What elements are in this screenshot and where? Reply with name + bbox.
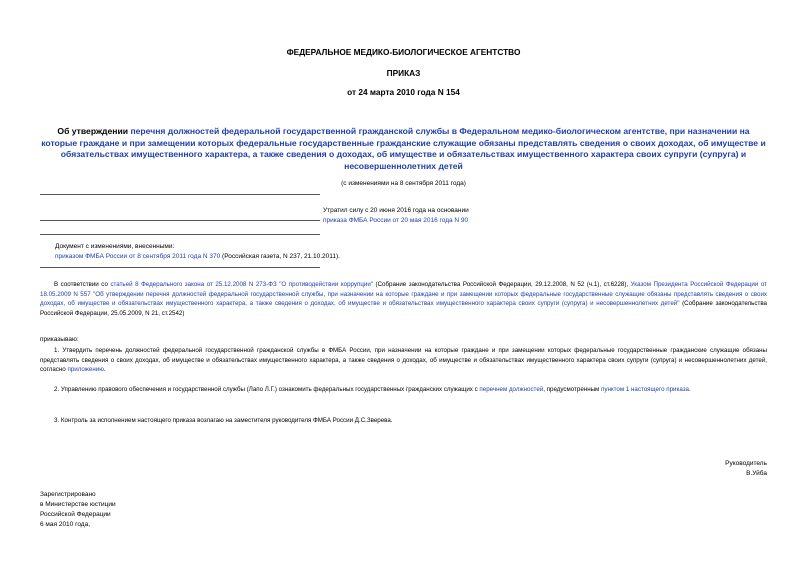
expired-note [323, 206, 763, 226]
registration-block [40, 490, 340, 530]
signature-name: В.Уйба [746, 470, 767, 477]
title-link[interactable]: перечня должностей федеральной государственной гражданской службы в Федеральном медико-биологическом агентстве, при назначении на которые граждане и при замещении которых федеральные государственные гражданские служащие обязаны представлять сведения о своих доходах, об имуществе и обязательствах имущественного характера, а также сведения о доходах, об имуществе и обязательствах имущественного характера своих супруги (супруга) и несовершеннолетних детей [41, 126, 766, 171]
order-word: приказываю: [40, 336, 79, 343]
amendment-note: (с изменениями на 8 сентября 2011 года) [341, 180, 466, 187]
signature-role: Руководитель [725, 460, 767, 467]
position-list-link[interactable]: перечнем должностей [479, 386, 544, 393]
expired-link[interactable]: приказа ФМБА России от 20 мая 2016 года N 90 [323, 217, 469, 224]
changes-source: (Российская газета, N 237, 21.10.2011). [220, 253, 340, 260]
changes-label: Документ с изменениями, внесенными: [55, 243, 175, 250]
preamble-text: (Собрание законодательства Российской Федерации, 25.05.2009, N 21, ст.2542) [40, 300, 767, 317]
document-date-number: от 24 марта 2010 года N 154 [347, 87, 460, 97]
registration-line: 6 мая 2010 года, [40, 521, 91, 528]
preamble-text: В соответствии со [54, 281, 111, 288]
item-1-end: . [103, 366, 106, 374]
item-1 [40, 346, 767, 375]
agency-name: ФЕДЕРАЛЬНОЕ МЕДИКО-БИОЛОГИЧЕСКОЕ АГЕНТСТВО [286, 47, 521, 57]
divider [40, 267, 320, 268]
registration-line: Зарегистрировано [40, 491, 96, 498]
item-2-end: . [689, 386, 691, 393]
decree-link[interactable]: Указом Президента Российской Федерации от 18.05.2009 N 557 "Об утверждении перечня должностей федеральной государственной службы, при назначении на которые граждане и при замещении которых федеральные государственные служащие обязаны представлять сведения о своих доходах, об имуществе и обязательствах имущественного характера, а также сведения о доходах, об имуществе и обязательствах имущественного характера своих супруги (супруга) и несовершеннолетних детей" [40, 281, 767, 308]
item-3: 3. Контроль за исполнением настоящего приказа возлагаю на заместителя руководителя ФМБА России Д.С.Зверева. [54, 417, 393, 424]
appendix-link[interactable]: приложению [67, 366, 104, 374]
paragraph-1-link[interactable]: пунктом 1 настоящего приказа [601, 386, 690, 393]
document-type: ПРИКАЗ [386, 68, 421, 78]
item-2 [40, 385, 767, 395]
law-link[interactable]: статьей 8 Федерального закона от 25.12.2008 N 273-ФЗ "О противодействии коррупции" [110, 281, 373, 288]
preamble-text: (Собрание законодательства Российской Федерации, 29.12.2008, N 52 (ч.1), ст.6228), [372, 281, 631, 288]
title-prefix: Об утверждении [57, 126, 131, 136]
divider [40, 220, 320, 221]
expired-text: Утратил силу с 20 июня 2016 года на основании [323, 207, 469, 214]
registration-line: Российской Федерации [40, 511, 111, 518]
preamble-paragraph [40, 280, 767, 318]
item-2-text: , предусмотренным [543, 386, 602, 393]
changes-link[interactable]: приказом ФМБА России от 8 сентября 2011 года N 370 [55, 253, 221, 260]
document-title [40, 126, 767, 172]
changes-block [55, 242, 755, 262]
signature-block [600, 459, 767, 479]
item-2-text: 2. Управлению правового обеспечения и государственной службы (Лапо Л.Г.) ознакомить федеральных государственных гражданских служащих с [54, 386, 480, 393]
item-1-text: 1. Утвердить перечень должностей федеральной государственной гражданской службы в ФМБА России, при назначении на которые граждане и при замещении которых федеральные государственные гражданские служащие обязаны представлять сведения о своих доходах, об имуществе и обязательствах имущественного характера, а также сведения о доходах, об имуществе и обязательствах имущественного характера своих супруги (супруга) и несовершеннолетних детей, согласно [40, 347, 767, 374]
divider [40, 234, 320, 235]
registration-line: в Министерстве юстиции [40, 501, 116, 508]
divider [40, 194, 320, 195]
